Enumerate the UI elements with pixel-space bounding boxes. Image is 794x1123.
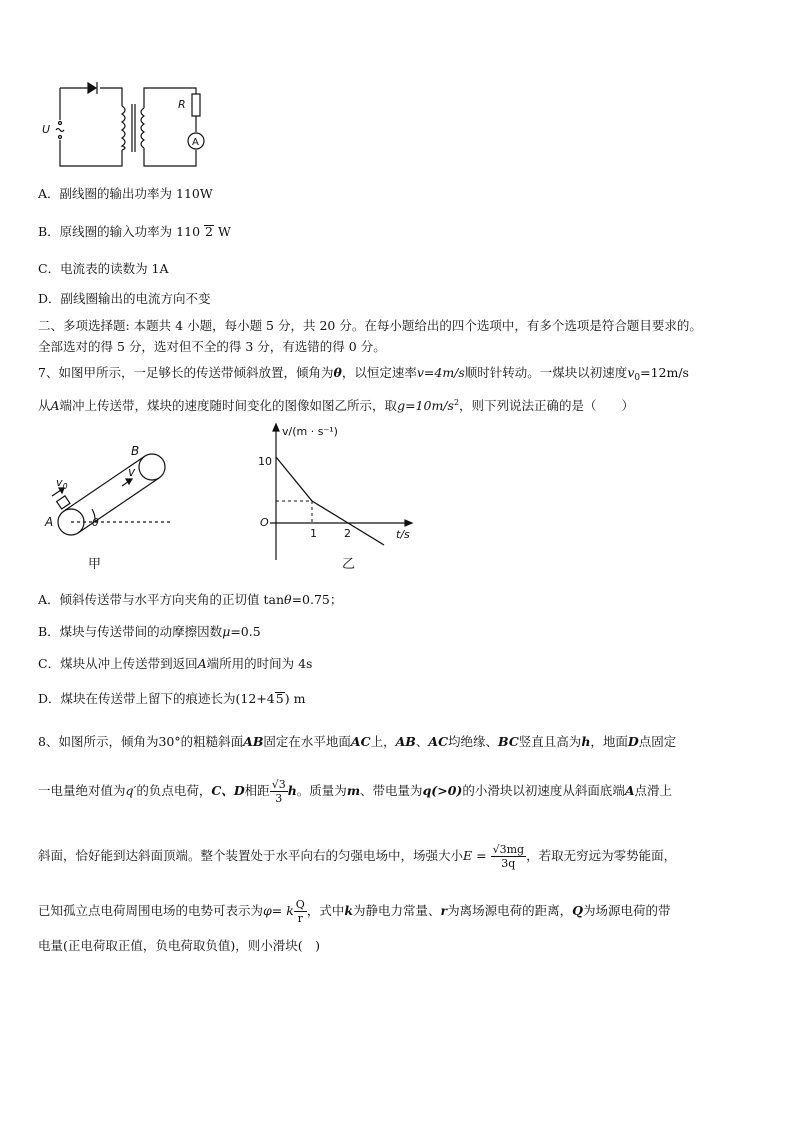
- q7-option-b-value: =0.5: [230, 624, 261, 639]
- q7-theta: θ: [333, 365, 342, 380]
- q8-text: 8、如图所示，倾角为: [38, 734, 159, 749]
- x-tick-1: 1: [310, 527, 317, 540]
- q7-option-c-value: 端所用的时间为 4s: [206, 656, 313, 671]
- origin-label: O: [260, 516, 269, 529]
- q7-option-a-text: A．倾斜传送带与水平方向夹角的正切值 tan: [38, 592, 285, 607]
- q7-option-a-value: =0.75；: [291, 592, 343, 607]
- velocity-line: [276, 457, 384, 545]
- velocity-time-chart: [250, 420, 430, 580]
- q8-text: 点固定: [638, 734, 677, 749]
- vt-series: [276, 457, 384, 545]
- q7-option-a-theta: θ: [284, 592, 292, 607]
- label-A: A: [45, 515, 54, 529]
- q8-qprime: q′: [125, 783, 137, 798]
- q8-text: 为离场源电荷的距离，: [447, 903, 573, 918]
- q7-text: 顺时针转动。一煤块以初速度: [464, 365, 628, 380]
- q6-option-b-text: B．原线圈的输入功率为 110: [38, 224, 201, 239]
- q6-option-c: C．电流表的读数为 1A: [38, 261, 169, 276]
- q8-frac-den: 3: [275, 792, 283, 805]
- q7-option-d: [38, 691, 305, 707]
- q8-q: q(>0): [422, 783, 463, 798]
- q8-text: 已知孤立点电荷周围电场的电势可表示为: [38, 903, 264, 918]
- q7-g-sup: 2: [453, 398, 460, 407]
- q8-text: 的负点电荷，: [136, 783, 212, 798]
- q8-text: 一电量绝对值为: [38, 783, 126, 798]
- q7-option-d-radical: [275, 692, 285, 705]
- q7-g-value: g=10m/s: [397, 398, 454, 413]
- q8-text: 竖直且高为: [518, 734, 582, 749]
- q8-text: 的粗糙斜面: [180, 734, 244, 749]
- q7-option-b-text: B．煤块与传送带间的动摩擦因数: [38, 624, 223, 639]
- section2-line1: 二、多项选择题: 本题共 4 小题，每小题 5 分，共 20 分。在每小题给出的四个选项中，有多个选项是符合题目要求的。: [38, 318, 702, 333]
- conveyor-belt-figure: [40, 440, 180, 575]
- q6-option-b-radical: [204, 225, 214, 238]
- q8-angle: 30°: [158, 734, 181, 749]
- q7-v-value: v=4m/s: [416, 365, 465, 380]
- caption-jia: 甲: [88, 557, 102, 572]
- q8-text: 、带电量为: [360, 783, 423, 798]
- q8-AB: AB: [395, 734, 416, 749]
- q6-option-b-unit: W: [217, 224, 231, 239]
- label-B: B: [131, 444, 140, 458]
- x-axis-label: t/s: [396, 528, 410, 541]
- q8-text: 固定在水平地面: [263, 734, 351, 749]
- q7-option-b: [38, 624, 261, 640]
- q8-stem-line2: [38, 774, 672, 808]
- q6-option-b: [38, 224, 231, 240]
- label-U: U: [42, 123, 51, 136]
- caption-yi: 乙: [342, 557, 356, 572]
- q8-phi-fraction: [294, 898, 307, 925]
- q8-fraction-sqrt3-over-3: [270, 778, 288, 805]
- q7-option-d-unit: m: [293, 691, 306, 706]
- q8-text: 斜面，恰好能到达斜面顶端。整个装置处于水平向右的匀强电场中，场强大小: [38, 848, 464, 863]
- q8-stem-line4: [38, 896, 671, 926]
- label-R: R: [178, 98, 186, 111]
- q8-phi-den: r: [297, 912, 303, 925]
- q7-option-c-point: A: [197, 656, 207, 671]
- q7-stem-line2: [38, 395, 634, 414]
- q7-v0-value: =12m/s: [640, 365, 689, 380]
- q8-text: 点滑上: [634, 783, 673, 798]
- q8-frac-num: √3: [271, 778, 286, 791]
- label-v0: $v_0$: [56, 476, 68, 491]
- q7-text: 7、如图甲所示，一足够长的传送带倾斜放置，倾角为: [38, 365, 334, 380]
- q8-BC: BC: [498, 734, 519, 749]
- q8-h: h: [287, 783, 297, 798]
- q7-text: 从: [38, 398, 51, 413]
- q8-text: ，式中: [306, 903, 345, 918]
- q7-option-a: [38, 592, 342, 608]
- q8-text: 为场源电荷的带: [583, 903, 671, 918]
- section2-line2: 全部选对的得 5 分，选对但不全的得 3 分，有选错的得 0 分。: [38, 339, 386, 354]
- q8-stem-line5: 电量(正电荷取正值，负电荷取负值)，则小滑块( ): [38, 938, 321, 953]
- q7-v0-symbol: v: [627, 365, 635, 380]
- x-tick-2: 2: [344, 527, 351, 540]
- q8-Q: Q: [572, 903, 584, 918]
- y-tick-10: 10: [258, 455, 272, 468]
- q7-point-a: A: [50, 398, 60, 413]
- q8-r: r: [440, 903, 448, 918]
- q7-option-d-expr-close: ): [284, 691, 290, 706]
- q7-option-d-expr: (12+4: [235, 691, 275, 706]
- vt-guides: [276, 501, 312, 523]
- q8-E-den: 3q: [501, 857, 516, 870]
- label-ammeter: A: [192, 137, 199, 148]
- q7-stem-line1: [38, 365, 689, 386]
- y-axis-label: v/(m · s⁻¹): [282, 425, 338, 438]
- q8-text: 。质量为: [296, 783, 347, 798]
- q8-k: k: [344, 903, 354, 918]
- q8-AC: AC: [350, 734, 371, 749]
- q8-D: D: [627, 734, 639, 749]
- q7-text: 端冲上传送带，煤块的速度随时间变化的图像如图乙所示，取: [59, 398, 398, 413]
- q6-option-d: D．副线圈输出的电流方向不变: [38, 291, 211, 306]
- q8-AB: AB: [243, 734, 264, 749]
- q8-text: ，若取无穷远为零势能面，: [526, 848, 677, 863]
- q8-E-symbol: E =: [463, 848, 487, 863]
- q8-text: 相距: [244, 783, 270, 798]
- q8-stem-line1: [38, 734, 676, 750]
- q8-text: ，地面: [590, 734, 628, 749]
- q8-CD: C、D: [211, 783, 245, 798]
- q7-option-d-text: D．煤块在传送带上留下的痕迹长为: [38, 691, 236, 706]
- q8-phi-num: Q: [295, 898, 305, 911]
- q7-text: ，以恒定速率: [341, 365, 417, 380]
- q8-AC: AC: [428, 734, 449, 749]
- q8-text: 上，: [370, 734, 396, 749]
- q8-text: 为静电力常量、: [353, 903, 441, 918]
- q7-text: ，则下列说法正确的是（ ）: [459, 398, 635, 413]
- q7-v0-sub: 0: [634, 373, 641, 383]
- q8-m: m: [346, 783, 361, 798]
- label-v: v: [128, 465, 136, 479]
- q7-option-d-radicand: 5: [275, 691, 284, 706]
- label-theta: θ: [92, 516, 99, 529]
- q8-text: 均绝缘、: [448, 734, 499, 749]
- q6-option-b-radicand: 2: [205, 224, 213, 239]
- q6-option-a: A．副线圈的输出功率为 110W: [38, 186, 213, 201]
- q8-A: A: [624, 783, 635, 798]
- q8-text: 的小滑块以初速度从斜面底端: [462, 783, 625, 798]
- q8-E-num: √3mg: [492, 843, 525, 856]
- q7-option-c: [38, 656, 312, 672]
- q8-stem-line3: [38, 838, 676, 874]
- q7-option-c-text: C．煤块从冲上传送带到返回: [38, 656, 198, 671]
- q7-option-b-mu: μ: [222, 624, 231, 639]
- q8-h: h: [581, 734, 591, 749]
- transformer-circuit-figure: [38, 78, 210, 172]
- q8-E-fraction: [491, 843, 526, 870]
- q8-text: 、: [415, 734, 429, 749]
- q8-phi-symbol: φ= k: [263, 903, 294, 918]
